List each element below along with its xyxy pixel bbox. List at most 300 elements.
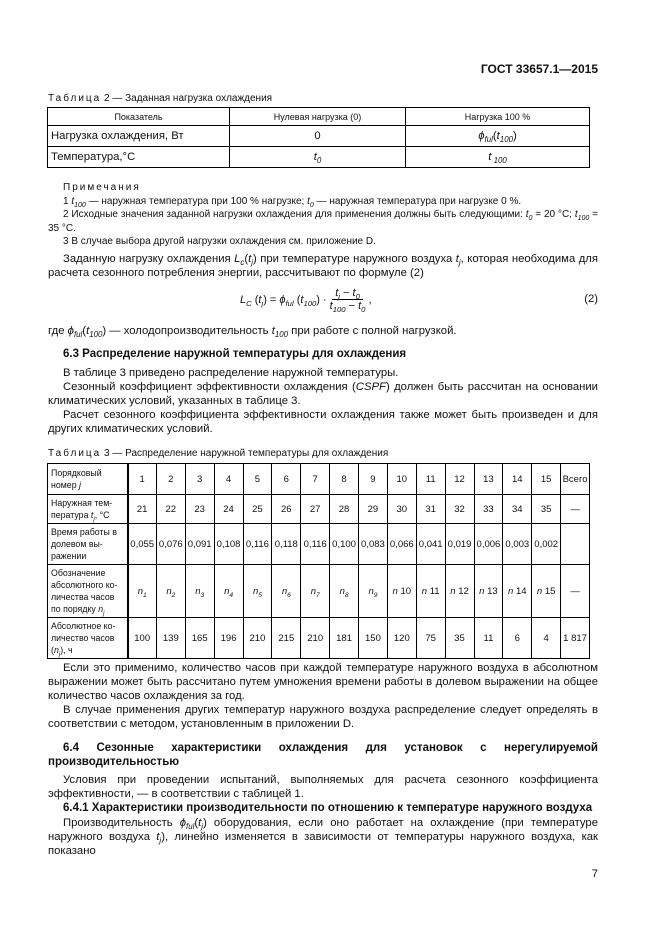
cell: [416, 495, 445, 524]
text-run: n: [195, 585, 201, 597]
text-run: 29: [367, 503, 379, 515]
text-run: ful: [285, 298, 294, 308]
text-run: 0,002: [534, 538, 559, 550]
cell: [156, 565, 185, 618]
text-run: t: [313, 151, 317, 163]
text-run: ) =: [263, 293, 280, 306]
header-cell: Показатель: [48, 108, 230, 126]
caption-text: 2 — Заданная нагрузка охлаждения: [104, 93, 273, 104]
table3-caption: [48, 447, 598, 461]
cell: [503, 495, 532, 524]
subsection-heading: 6.4.1 Характеристики производительности по отношению к температуре наружного воздуха: [63, 802, 593, 814]
text-run: t: [352, 287, 356, 299]
text-run: Всего: [562, 473, 588, 485]
text-run: 2: [168, 473, 174, 485]
formula-number: (2): [584, 293, 598, 305]
text-run: j: [58, 651, 61, 658]
text-run: 181: [336, 632, 352, 644]
text-run: —: [570, 503, 580, 515]
text-run: Условия при проведении испытаний, выполняемых для расчета сезонного коэффициента эффективности, — в соответствии с таблицей 1.: [48, 774, 598, 800]
text-run: j: [103, 610, 105, 617]
cell: [359, 495, 388, 524]
text-run: 0,003: [505, 538, 530, 550]
text-run: 0,091: [187, 538, 212, 550]
text-run: t: [90, 510, 94, 520]
text-run: 100: [491, 156, 507, 165]
cell: [561, 495, 590, 524]
cell: [185, 565, 214, 618]
text-run: ) ·: [316, 293, 327, 306]
text-run: (: [244, 253, 249, 265]
cell: [445, 565, 474, 618]
cell: [185, 618, 214, 659]
cell: [243, 618, 272, 659]
row-label: [48, 495, 128, 524]
cell: [416, 524, 445, 565]
formula-tail: [368, 294, 371, 306]
row-label: [48, 464, 128, 495]
text-run: 35: [540, 503, 552, 515]
text-run: при работе с полной нагрузкой.: [288, 325, 457, 337]
text-run: 31: [425, 503, 436, 515]
cell: [406, 126, 590, 147]
cell: [272, 618, 301, 659]
cell: [474, 618, 503, 659]
cell: [230, 126, 406, 147]
cell: [532, 464, 561, 495]
cell: [230, 147, 406, 168]
text-run: — наружная температура при 100 % нагрузке;: [85, 195, 308, 207]
text-run: 7: [315, 591, 320, 599]
cell: [214, 495, 243, 524]
text-run: В таблице 3 приведено распределение наружной температуры.: [63, 367, 399, 379]
text-run: 4: [229, 591, 234, 599]
cell: [214, 524, 243, 565]
text-run: 0,041: [418, 538, 443, 550]
text-run: , °С: [94, 510, 110, 520]
paragraph: [48, 380, 598, 408]
paragraph: [48, 366, 598, 380]
table2-caption: [48, 92, 598, 106]
cell: [128, 618, 157, 659]
text-run: ): [513, 130, 517, 142]
text-run: t: [525, 209, 529, 220]
text-run: t: [307, 195, 310, 207]
text-run: (: [251, 293, 259, 306]
text-run: 1: [142, 591, 147, 599]
note-item: [48, 195, 598, 209]
notes-title: Примечания: [63, 182, 141, 193]
text-run: 6: [514, 632, 520, 644]
text-run: ,: [368, 293, 372, 306]
formula-fraction: [330, 287, 366, 312]
text-run: 210: [249, 632, 266, 644]
text-run: n: [339, 585, 345, 597]
text-run: — наружная температура при нагрузке 0 %.: [313, 195, 522, 207]
cell: [532, 524, 561, 565]
text-run: 0: [361, 305, 366, 314]
text-run: n: [450, 585, 456, 597]
text-run: 165: [191, 632, 208, 644]
text-run: t: [329, 300, 333, 312]
row-label: [48, 618, 128, 659]
text-run: Время работы в долевом вы-ражении: [51, 527, 117, 561]
text-run: −: [340, 287, 353, 299]
cell: [156, 618, 185, 659]
cell: [359, 618, 388, 659]
text-run: j: [261, 298, 264, 308]
text-run: L: [240, 293, 247, 306]
cell: [330, 524, 359, 565]
cell: [301, 495, 330, 524]
text-run: n: [252, 585, 259, 597]
caption-text: 3 — Распределение наружной температуры для охлаждения: [104, 448, 389, 459]
text-run: (: [492, 130, 497, 142]
formula-lhs: [240, 294, 327, 306]
paragraph: [48, 816, 598, 858]
text-run: t: [496, 130, 500, 142]
text-run: j: [338, 292, 340, 301]
text-run: 0,116: [303, 538, 327, 550]
text-run: t: [455, 253, 459, 265]
cell: [532, 565, 561, 618]
text-run: Производительность: [63, 817, 180, 829]
text-run: 21: [136, 503, 148, 515]
cell: [474, 565, 503, 618]
text-run: n: [98, 604, 104, 614]
text-run: t: [258, 293, 262, 306]
text-run: j: [79, 480, 81, 490]
cell: [387, 565, 416, 618]
cell: [243, 565, 272, 618]
text-run: 10: [396, 473, 408, 485]
paragraph: [48, 408, 598, 436]
text-run: ful: [186, 822, 195, 831]
text-run: 0,066: [389, 538, 414, 550]
text-run: 0,118: [274, 538, 298, 550]
text-run: ϕ: [279, 293, 286, 306]
text-run: t: [71, 195, 75, 207]
text-run: 13: [484, 585, 498, 597]
text-run: ), линейно изменяется в зависимости от температуры наружного воздуха, как показано: [48, 831, 598, 857]
text-run: 0,076: [158, 538, 183, 550]
cell: [387, 618, 416, 659]
text-run: 215: [278, 632, 295, 644]
cell: [48, 147, 230, 168]
cell: [156, 495, 185, 524]
cell: [272, 524, 301, 565]
cell: [474, 495, 503, 524]
text-run: n: [281, 585, 288, 597]
text-run: ful: [484, 135, 493, 144]
cell: [561, 565, 590, 618]
text-run: Абсолютное ко-личество часов (: [51, 621, 116, 655]
text-run: 150: [365, 632, 381, 644]
text-run: 120: [393, 632, 410, 644]
cell: [301, 618, 330, 659]
text-run: 0,006: [476, 538, 501, 550]
text-run: 33: [483, 503, 494, 515]
text-run: n: [368, 585, 374, 597]
section-heading: 6.3 Распределение наружной температуры для охлаждения: [63, 348, 407, 360]
row-label: [48, 524, 128, 565]
text-run: 14: [513, 585, 527, 597]
cell: [214, 565, 243, 618]
cell: [561, 618, 590, 659]
paragraph: [48, 324, 598, 338]
header-cell: Нагрузка 100 %: [406, 108, 590, 126]
text-run: 30: [396, 503, 408, 515]
text-run: 24: [223, 503, 234, 515]
text-run: n: [310, 585, 316, 597]
text-run: Обозначение абсолютного ко-личества часов по порядку: [51, 568, 118, 614]
text-run: 210: [307, 632, 324, 644]
cell: [416, 565, 445, 618]
text-run: Наружная тем-пература: [51, 498, 113, 520]
text-run: n: [536, 585, 543, 597]
text-run: 0,055: [130, 538, 155, 550]
cell: [128, 524, 157, 565]
cell: [330, 464, 359, 495]
text-run: 1: [63, 195, 72, 207]
text-run: ), ч: [60, 645, 73, 655]
text-run: n: [224, 585, 230, 597]
text-run: 3: [200, 591, 205, 599]
text-run: 0: [309, 201, 314, 209]
cell: [185, 524, 214, 565]
text-run: ) — холодопроизводительность: [102, 325, 272, 337]
text-run: 100: [89, 330, 103, 339]
text-run: 5: [258, 591, 262, 599]
text-run: ) при температуре наружного воздуха: [253, 253, 456, 265]
text-run: (: [194, 817, 199, 829]
cell: [301, 464, 330, 495]
text-run: = 35 °С.: [48, 209, 599, 234]
cell: [330, 565, 359, 618]
table-row: [48, 126, 590, 147]
text-run: 196: [220, 632, 237, 644]
cell: [503, 524, 532, 565]
table-row: [48, 524, 590, 565]
text-run: 0: [528, 215, 533, 222]
cell: [474, 524, 503, 565]
cell: [561, 464, 590, 495]
text-run: 15: [542, 585, 556, 597]
text-run: n: [508, 585, 514, 597]
text-run: ) должен быть рассчитан на основании климатических условий, указанных в таблице 3.: [48, 381, 598, 407]
section-heading: 6.4 Сезонные характеристики охлаждения для установок с нерегулируемой производительностью: [48, 742, 598, 768]
formula: [240, 287, 372, 312]
paragraph: [48, 773, 598, 801]
text-run: j: [458, 258, 461, 267]
notes: [48, 181, 598, 249]
text-run: 0,019: [447, 538, 472, 550]
text-run: = 20 °С;: [532, 209, 575, 220]
text-run: 12: [455, 585, 469, 597]
cell: [272, 565, 301, 618]
cell: [387, 464, 416, 495]
cell: [359, 565, 388, 618]
page-number: 7: [591, 868, 598, 880]
text-run: ϕ: [179, 817, 187, 829]
text-run: 12: [454, 473, 465, 485]
text-run: 34: [512, 503, 523, 515]
text-run: 8: [341, 473, 347, 485]
cell: [128, 464, 157, 495]
text-run: t: [198, 817, 202, 829]
text-run: 27: [309, 503, 321, 515]
text-run: (: [82, 325, 87, 337]
text-run: n: [479, 585, 485, 597]
text-run: 0: [316, 156, 322, 165]
cell: [503, 464, 532, 495]
text-run: n: [137, 585, 143, 597]
text-run: t: [335, 287, 339, 299]
cell: [474, 464, 503, 495]
text-run: 100: [274, 330, 289, 339]
caption-label: Таблица: [48, 93, 102, 104]
cell: [214, 618, 243, 659]
text-run: 139: [162, 632, 179, 644]
numerator: [332, 287, 363, 300]
text-run: n: [421, 585, 428, 597]
text-run: 75: [425, 632, 436, 644]
text-run: CSPF: [355, 381, 386, 393]
cell: [243, 495, 272, 524]
text-run: 26: [281, 503, 292, 515]
text-run: Заданную нагрузку охлаждения: [63, 253, 235, 265]
table-row: [48, 565, 590, 618]
table-row: [48, 495, 590, 524]
text-run: 32: [454, 503, 465, 515]
denominator: [330, 300, 366, 312]
cell: [301, 524, 330, 565]
cell: [532, 495, 561, 524]
table2: [47, 107, 590, 168]
text-run: 1 817: [563, 632, 587, 644]
text-run: 4: [225, 473, 232, 485]
paragraph: [48, 252, 598, 280]
cell: [416, 464, 445, 495]
text-run: t: [300, 293, 304, 306]
text-run: 0,108: [216, 538, 241, 550]
text-run: t: [156, 831, 160, 843]
text-run: 7: [312, 473, 318, 485]
cell: [48, 126, 230, 147]
text-run: t: [574, 209, 578, 220]
text-run: n: [53, 645, 59, 655]
cell: [445, 524, 474, 565]
row-label: [48, 565, 128, 618]
cell: [416, 618, 445, 659]
text-run: n: [166, 585, 172, 597]
cell: [128, 565, 157, 618]
cell: [387, 495, 416, 524]
text-run: 0,083: [361, 538, 385, 550]
cell: [185, 464, 214, 495]
cell: [359, 524, 388, 565]
text-run: Сезонный коэффициент эффективности охлаждения (: [63, 381, 356, 393]
table-row: [48, 618, 590, 659]
text-run: 11: [427, 585, 440, 597]
text-run: 0,100: [332, 538, 356, 550]
text-run: 100: [134, 632, 151, 644]
note-item: [48, 208, 598, 235]
text-run: В случае применения других температур наружного воздуха распределение следует определять в соответствии с методом, установленным в приложении D.: [48, 704, 598, 730]
cell: [503, 565, 532, 618]
text-run: t: [488, 151, 492, 163]
cell: [330, 618, 359, 659]
text-run: j: [93, 516, 95, 523]
text-run: n: [392, 585, 398, 597]
text-run: 23: [194, 503, 205, 515]
table-row: [48, 464, 590, 495]
text-run: t: [358, 300, 362, 312]
cell: [272, 464, 301, 495]
text-run: где: [48, 325, 68, 337]
cell: [272, 495, 301, 524]
cell: [156, 524, 185, 565]
cell: [185, 495, 214, 524]
text-run: ϕ: [478, 130, 485, 142]
text-run: 22: [165, 503, 177, 515]
text-run: ϕ: [67, 325, 74, 337]
note-item: [48, 235, 598, 249]
text-run: 6: [283, 473, 289, 485]
text-run: 100: [74, 201, 86, 209]
caption-label: Таблица: [48, 448, 102, 459]
text-run: 15: [540, 473, 552, 485]
text-run: Температура,°С: [51, 151, 136, 163]
cell: [359, 464, 388, 495]
cell: [128, 495, 157, 524]
text-run: 9: [373, 591, 378, 599]
text-run: t: [248, 253, 252, 265]
cell: [532, 618, 561, 659]
cell: [214, 464, 243, 495]
section-body: [48, 366, 598, 436]
cell: [330, 495, 359, 524]
text-run: 4: [543, 632, 549, 644]
text-run: 1: [139, 473, 145, 485]
text-run: 0: [355, 292, 360, 301]
cell: [156, 464, 185, 495]
text-run: Нагрузка охлаждения, Вт: [51, 130, 184, 142]
text-run: 13: [483, 473, 494, 485]
text-run: j: [251, 258, 254, 267]
text-run: 3 В случае выбора другой нагрузки охлаждения см. приложение D.: [63, 236, 376, 247]
text-run: 35: [454, 632, 465, 644]
text-run: 25: [252, 503, 263, 515]
header-cell: Нулевая нагрузка (0): [230, 108, 406, 126]
cell: [243, 464, 272, 495]
text-run: t: [271, 325, 275, 337]
text-run: 100: [303, 298, 317, 308]
cell: [561, 524, 590, 565]
text-run: (: [293, 293, 301, 306]
text-run: 9: [370, 473, 376, 485]
text-run: 10: [397, 585, 412, 597]
text-run: ful: [73, 330, 83, 339]
text-run: ) оборудования, если оно работает на охлаждение (при температуре наружного воздуха: [48, 817, 598, 843]
text-run: —: [570, 585, 580, 597]
section-body: [48, 661, 598, 731]
text-run: j: [201, 822, 204, 831]
cell: [243, 524, 272, 565]
text-run: 11: [425, 473, 436, 485]
text-run: , которая необходима для расчета сезонного потребления энергии, рассчитывают по формуле (2): [48, 253, 598, 279]
cell: [445, 618, 474, 659]
